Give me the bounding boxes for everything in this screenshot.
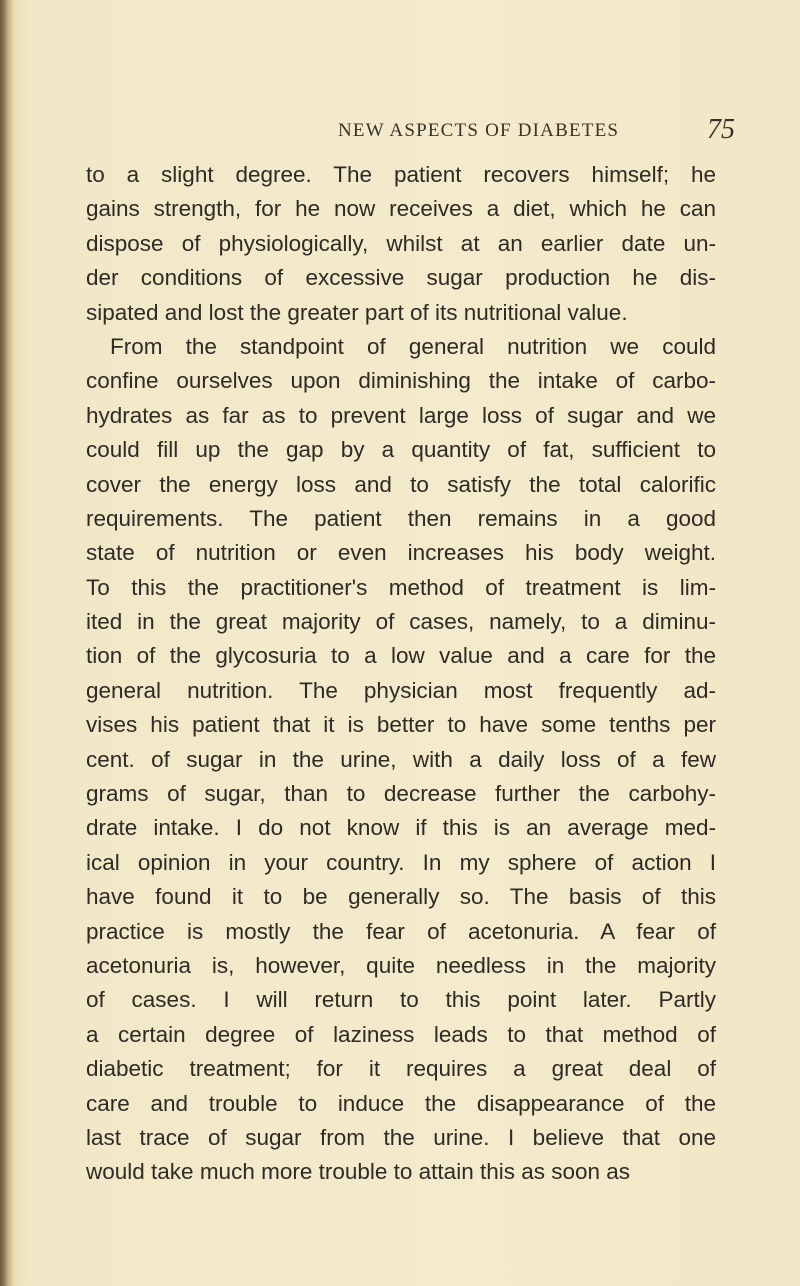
text-line: acetonuria is, however, quite needless in the majority bbox=[86, 952, 716, 978]
text-line: would take much more trouble to attain this as soon as bbox=[86, 1159, 631, 1185]
body-text bbox=[86, 158, 716, 1190]
text-line: last trace of sugar from the urine. I believe that one bbox=[86, 1124, 716, 1150]
text-line: sipated and lost the greater part of its nutritional value. bbox=[86, 299, 628, 325]
running-head bbox=[0, 114, 800, 154]
text-line: dispose of physiologically, whilst at an earlier date un- bbox=[86, 230, 716, 256]
text-line: cover the energy loss and to satisfy the total calorific bbox=[86, 471, 716, 497]
text-line: To this the practitioner's method of treatment is lim- bbox=[86, 574, 716, 600]
text-line: diabetic treatment; for it requires a great deal of bbox=[86, 1056, 716, 1082]
text-line: could fill up the gap by a quantity of fat, sufficient to bbox=[86, 437, 716, 463]
running-head-title: NEW ASPECTS OF DIABETES bbox=[338, 120, 620, 141]
text-line: From the standpoint of general nutrition we could bbox=[110, 333, 716, 359]
text-line: grams of sugar, than to decrease further the carbohy- bbox=[86, 781, 716, 807]
text-line: ited in the great majority of cases, namely, to a diminu- bbox=[86, 609, 716, 635]
text-line: requirements. The patient then remains in a good bbox=[86, 505, 716, 531]
text-line: state of nutrition or even increases his body weight. bbox=[86, 540, 716, 566]
text-line: general nutrition. The physician most frequently ad- bbox=[86, 677, 716, 703]
text-line: confine ourselves upon diminishing the intake of carbo- bbox=[86, 368, 716, 394]
text-line: practice is mostly the fear of acetonuria. A fear of bbox=[86, 918, 716, 944]
text-line: cent. of sugar in the urine, with a daily loss of a few bbox=[86, 746, 716, 772]
text-line: hydrates as far as to prevent large loss of sugar and we bbox=[86, 402, 716, 428]
text-line: gains strength, for he now receives a diet, which he can bbox=[86, 196, 716, 222]
page-number: 75 bbox=[707, 114, 735, 145]
text-line: vises his patient that it is better to have some tenths per bbox=[86, 712, 716, 738]
text-line: ical opinion in your country. In my sphere of action I bbox=[86, 849, 716, 875]
text-line: tion of the glycosuria to a low value and a care for the bbox=[86, 643, 716, 669]
binding-gutter bbox=[0, 0, 14, 1286]
text-line: drate intake. I do not know if this is an average med- bbox=[86, 815, 716, 841]
text-line: to a slight degree. The patient recovers himself; he bbox=[86, 162, 716, 187]
text-line: care and trouble to induce the disappearance of the bbox=[86, 1090, 716, 1116]
text-line: have found it to be generally so. The basis of this bbox=[86, 884, 716, 910]
text-line: of cases. I will return to this point later. Partly bbox=[86, 987, 716, 1013]
text-line: der conditions of excessive sugar production he dis- bbox=[86, 265, 716, 291]
text-line: a certain degree of laziness leads to that method of bbox=[86, 1021, 716, 1047]
